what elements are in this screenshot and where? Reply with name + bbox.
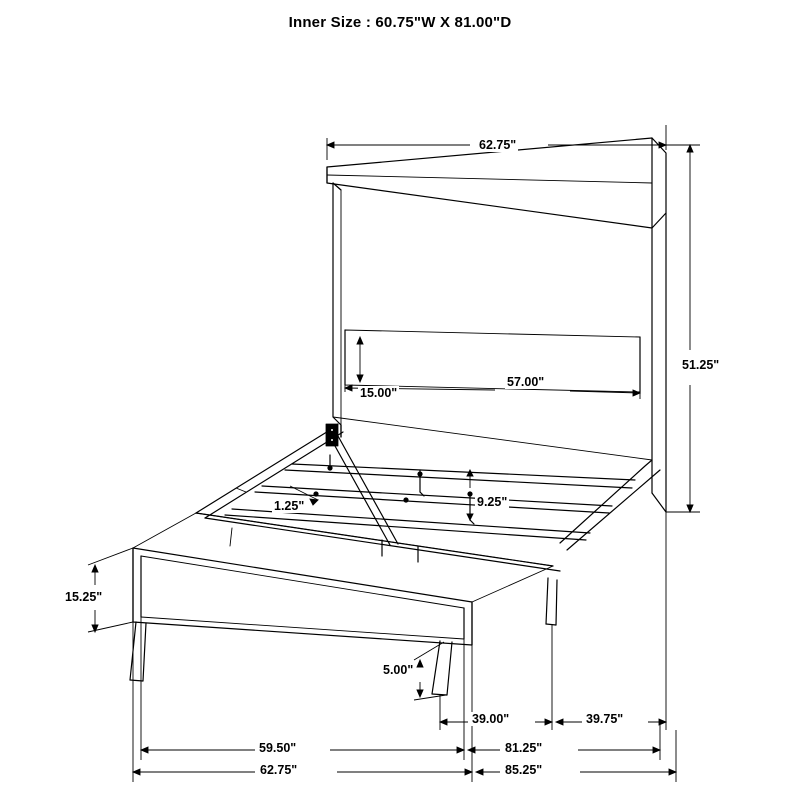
dim-panel-width: 57.00" xyxy=(507,375,545,389)
dim-leg-height: 5.00" xyxy=(383,663,414,677)
page-title: Inner Size : 60.75"W X 81.00"D xyxy=(288,14,512,31)
dim-side-rail-inner-depth: 81.25" xyxy=(505,741,543,755)
dim-panel-height: 15.00" xyxy=(360,386,398,400)
dim-headboard-height: 51.25" xyxy=(682,358,720,372)
dim-footboard-inner-width: 59.50" xyxy=(259,741,297,755)
dim-footboard-height: 15.25" xyxy=(65,590,103,604)
dim-headboard-width: 62.75" xyxy=(479,138,517,152)
dim-footboard-outer-width: 62.75" xyxy=(260,763,298,777)
dim-side-rail-outer-depth: 85.25" xyxy=(505,763,543,777)
dim-slat-gap: 9.25" xyxy=(477,495,508,509)
dim-leg-to-leg-depth: 39.00" xyxy=(472,712,510,726)
dim-slat-thickness: 1.25" xyxy=(274,499,305,513)
dim-rear-leg-offset: 39.75" xyxy=(586,712,624,726)
